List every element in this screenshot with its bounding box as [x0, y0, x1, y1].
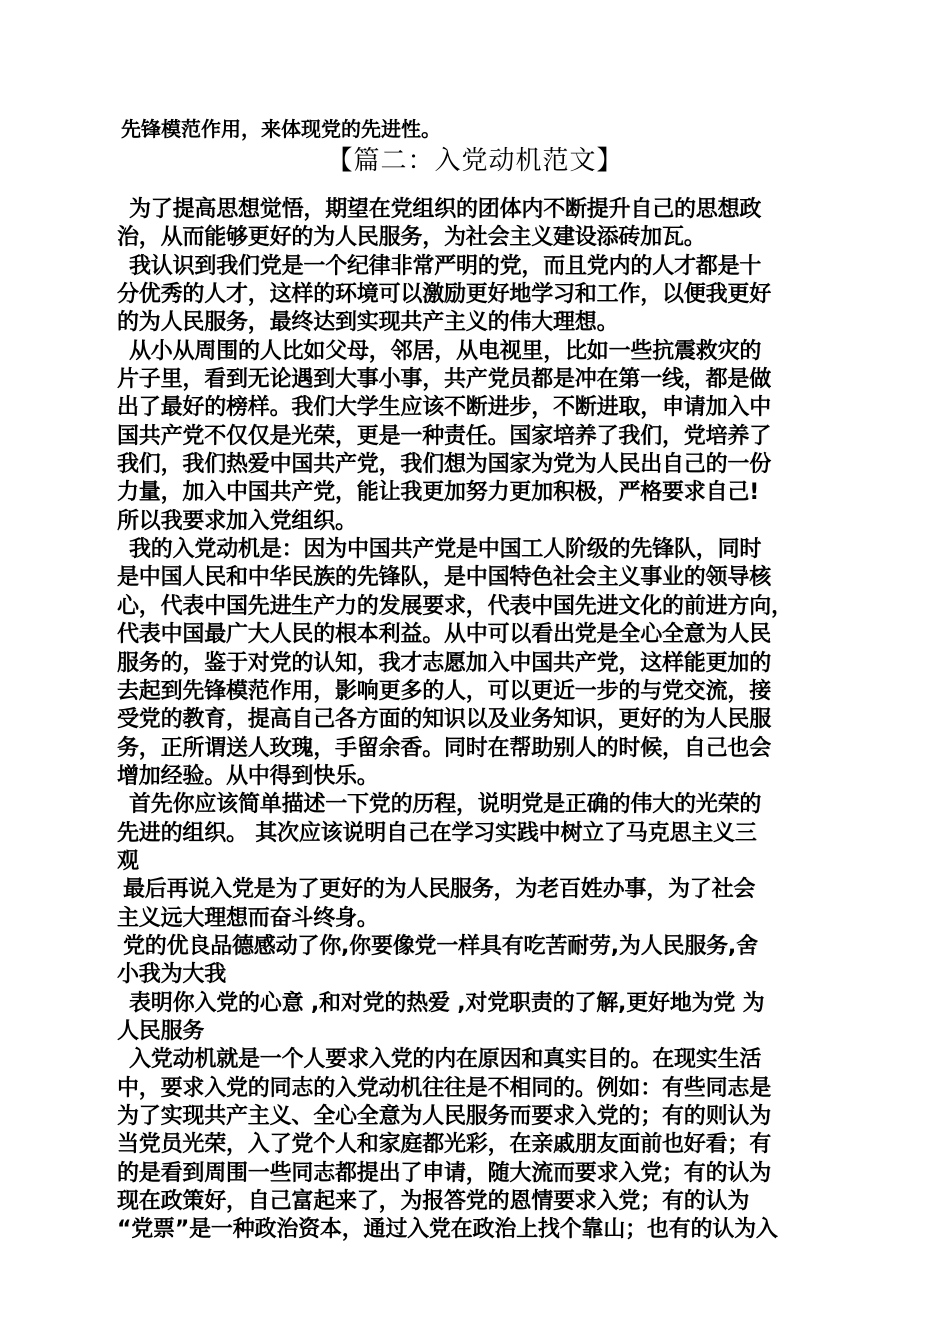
body-line: 入党动机就是一个人要求入党的内在原因和真实目的。在现实生活	[129, 1047, 762, 1073]
body-line: 观	[117, 848, 139, 874]
body-line: 代表中国最广大人民的根本利益。从中可以看出党是全心全意为人民	[117, 622, 772, 648]
body-line: “党票”是一种政治资本，通过入党在政治上找个靠山；也有的认为入	[117, 1217, 778, 1243]
body-line: 去起到先锋模范作用，影响更多的人，可以更近一步的与党交流，接	[117, 678, 772, 704]
body-line: 我认识到我们党是一个纪律非常严明的党，而且党内的人才都是十	[129, 253, 762, 279]
body-line: 表明你入党的心意 ,和对党的热爱 ,对党职责的了解,更好地为党 为	[129, 990, 765, 1016]
body-line: 受党的教育，提高自己各方面的知识以及业务知识，更好的为人民服	[117, 707, 772, 733]
body-line: 主义远大理想而奋斗终身。	[117, 905, 379, 931]
body-line: 片子里，看到无论遇到大事小事，共产党员都是冲在第一线，都是做	[117, 367, 772, 393]
body-line: 人民服务	[117, 1018, 205, 1044]
body-line: 务，正所谓送人玫瑰，手留余香。同时在帮助别人的时候，自己也会	[117, 735, 772, 761]
body-line: 出了最好的榜样。我们大学生应该不断进步，不断进取，申请加入中	[117, 395, 772, 421]
body-line: 我的入党动机是：因为中国共产党是中国工人阶级的先锋队，同时	[129, 537, 762, 563]
body-line: 力量，加入中国共产党，能让我更加努力更加积极，严格要求自己!	[117, 480, 760, 506]
body-line: 的为人民服务，最终达到实现共产主义的伟大理想。	[117, 310, 619, 336]
body-line: 的是看到周围一些同志都提出了申请，随大流而要求入党；有的认为	[117, 1160, 772, 1186]
body-line: 最后再说入党是为了更好的为人民服务，为老百姓办事，为了社会	[123, 877, 756, 903]
body-line: 小我为大我	[117, 962, 227, 988]
body-line: 先进的组织。 其次应该说明自己在学习实践中树立了马克思主义三	[117, 820, 757, 846]
body-line: 当党员光荣，入了党个人和家庭都光彩，在亲戚朋友面前也好看；有	[117, 1132, 772, 1158]
section-heading: 【篇二：入党动机范文】	[326, 146, 624, 176]
body-line: 分优秀的人才，这样的环境可以激励更好地学习和工作，以便我更好	[117, 282, 772, 308]
body-line: 党的优良品德感动了你,你要像党一样具有吃苦耐劳,为人民服务,舍	[123, 933, 758, 959]
body-line: 为了实现共产主义、全心全意为人民服务而要求入党的；有的则认为	[117, 1104, 772, 1129]
body-line: 服务的，鉴于对党的认知，我才志愿加入中国共产党，这样能更加的	[117, 650, 772, 676]
body-line: 国共产党不仅仅是光荣，更是一种责任。国家培养了我们，党培养了	[117, 423, 772, 449]
body-line: 首先你应该简单描述一下党的历程，说明党是正确的伟大的光荣的	[129, 792, 762, 818]
body-line: 为了提高思想觉悟，期望在党组织的团体内不断提升自己的思想政	[129, 197, 762, 222]
body-line: 治，从而能够更好的为人民服务，为社会主义建设添砖加瓦。	[117, 225, 706, 251]
body-line: 增加经验。从中得到快乐。	[117, 763, 379, 789]
body-line: 现在政策好，自己富起来了，为报答党的恩情要求入党；有的认为	[117, 1189, 750, 1215]
body-line: 中，要求入党的同志的入党动机往往是不相同的。例如：有些同志是	[117, 1075, 772, 1101]
lead-in-line: 先锋模范作用，来体现党的先进性。	[121, 117, 441, 141]
body-line: 从小从周围的人比如父母，邻居，从电视里，比如一些抗震救灾的	[129, 338, 762, 364]
body-line: 心，代表中国先进生产力的发展要求，代表中国先进文化的前进方向，	[117, 593, 793, 619]
body-line: 我们，我们热爱中国共产党，我们想为国家为党为人民出自己的一份	[117, 452, 772, 478]
body-line: 所以我要求加入党组织。	[117, 508, 357, 534]
body-text	[117, 196, 857, 1245]
body-line: 是中国人民和中华民族的先锋队，是中国特色社会主义事业的领导核	[117, 565, 772, 591]
